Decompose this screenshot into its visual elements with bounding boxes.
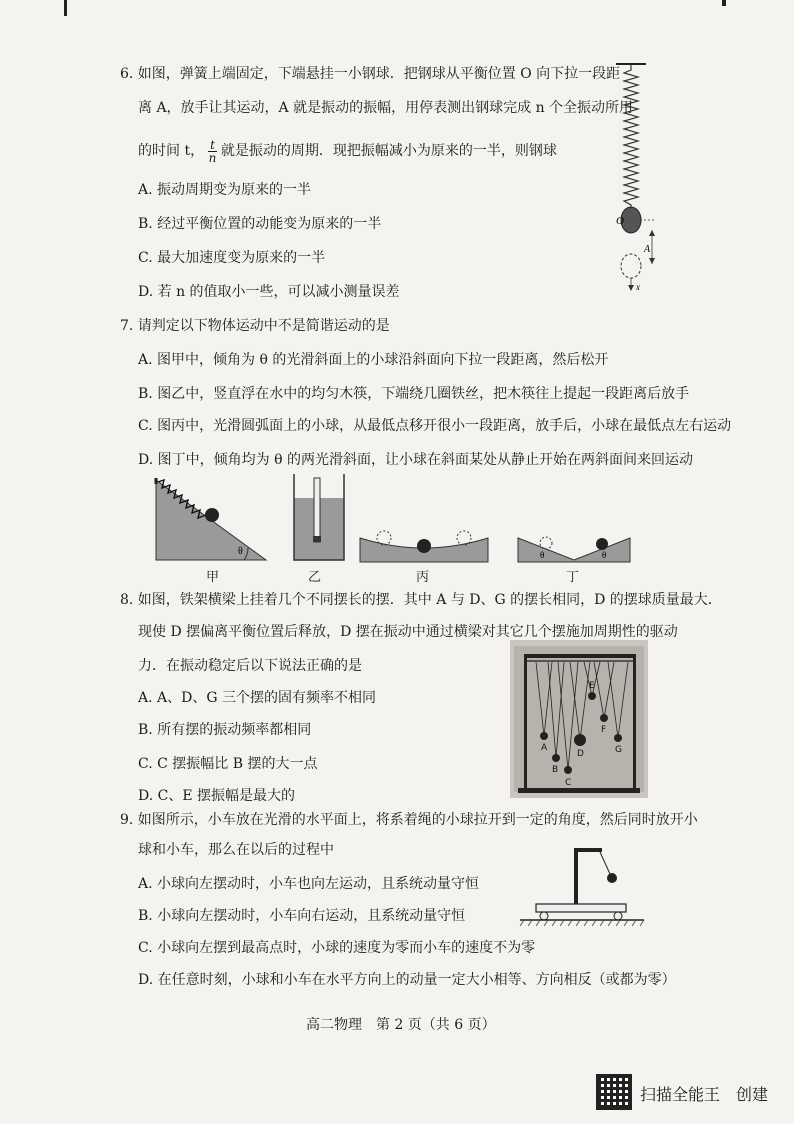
t-over-n-fraction [208, 139, 217, 164]
q6-stem-line3-part1: 的时间 t， [138, 143, 205, 159]
v-ball [596, 538, 608, 550]
q8-option-a: A. A、D、G 三个摆的固有频率不相同 [138, 690, 376, 706]
spring-ball-figure [596, 58, 676, 296]
q9-option-b: B. 小球向左摆动时，小车向右运动，且系统动量守恒 [138, 908, 466, 924]
q9-option-d: D. 在任意时刻，小球和小车在水平方向上的动量一定大小相等、方向相反（或都为零） [138, 972, 676, 988]
label-o: O [616, 215, 624, 227]
label-a: A [644, 244, 651, 255]
svg-text:B: B [552, 765, 559, 775]
q8-option-c: C. C 摆振幅比 B 摆的大一点 [138, 756, 318, 772]
figure-ding-v-incline [516, 524, 632, 564]
qr-code-icon [596, 1074, 632, 1110]
q7-stem: 7. 请判定以下物体运动中不是简谐运动的是 [120, 318, 390, 334]
right-post [633, 654, 636, 790]
caption-yi: 乙 [308, 570, 322, 585]
cart-body [536, 904, 626, 912]
scanner-watermark: 扫描全能王 创建 [640, 1085, 769, 1104]
fraction-denominator: n [208, 150, 217, 165]
spring-coil [624, 64, 638, 208]
q7-option-c: C. 图丙中，光滑圆弧面上的小球，从最低点移开很小一段距离，放手后，小球在最低点左右运动 [138, 418, 732, 434]
svg-text:G: G [615, 745, 622, 755]
q8-option-d: D. C、E 摆振幅是最大的 [138, 788, 296, 804]
q7-option-a: A. 图甲中，倾角为 θ 的光滑斜面上的小球沿斜面向下拉一段距离，然后松开 [138, 352, 609, 368]
figure-bing-arc [358, 524, 490, 564]
cart-wheel-left [540, 912, 548, 920]
left-post [524, 654, 527, 790]
q8-stem-line1: 8. 如图，铁架横梁上挂着几个不同摆长的摆．其中 A 与 D、G 的摆长相同，D 的摆球质量最大． [120, 592, 722, 608]
svg-text:A: A [541, 743, 548, 753]
steel-ball [621, 207, 641, 233]
label-x: x [636, 282, 640, 292]
svg-text:E: E [589, 681, 595, 691]
svg-text:D: D [577, 749, 584, 759]
svg-text:F: F [601, 725, 607, 735]
figure-jia-incline [152, 474, 270, 564]
cart-wheel-right [614, 912, 622, 920]
caption-bing: 丙 [416, 570, 430, 585]
theta-label: θ [238, 546, 243, 557]
q9-stem-line1: 9. 如图所示，小车放在光滑的水平面上，将系着绳的小球拉开到一定的角度，然后同时放开小 [120, 812, 698, 828]
page-footer: 高二物理 第 2 页（共 6 页） [306, 1017, 496, 1033]
q6-option-d: D. 若 n 的值取小一些，可以减小测量误差 [138, 284, 400, 300]
q9-option-a: A. 小球向左摆动时，小车也向左运动，且系统动量守恒 [138, 876, 480, 892]
q6-option-b: B. 经过平衡位置的动能变为原来的一半 [138, 216, 382, 232]
figure-yi-beaker [290, 474, 348, 564]
svg-text:C: C [565, 778, 572, 788]
q8-stem-line3: 力．在振动稳定后以下说法正确的是 [138, 658, 362, 674]
cart-pendulum-figure [518, 840, 648, 928]
incline-ball [205, 508, 219, 522]
q7-option-b: B. 图乙中，竖直浮在水中的均匀木筷，下端绕几圈铁丝，把木筷往上提起一段距离后放手 [138, 386, 690, 402]
iron-wire [313, 536, 321, 542]
q8-option-b: B. 所有摆的振动频率都相同 [138, 722, 312, 738]
q9-option-c: C. 小球向左摆到最高点时，小球的速度为零而小车的速度不为零 [138, 940, 536, 956]
q6-option-a: A. 振动周期变为原来的一半 [138, 182, 312, 198]
fraction-numerator: t [210, 137, 215, 152]
q8-stem-line2: 现使 D 摆偏离平衡位置后释放，D 摆在振动中通过横梁对其它几个摆施加周期性的驱动 [138, 624, 678, 640]
q7-option-d: D. 图丁中，倾角均为 θ 的两光滑斜面，让小球在斜面某处从静止开始在两斜面间来回运动 [138, 452, 693, 468]
displaced-ball-dashed [621, 254, 641, 278]
q9-stem-line2: 球和小车，那么在以后的过程中 [138, 842, 334, 858]
q6-stem-line2: 离 A，放手让其运动，A 就是振动的振幅，用停表测出钢球完成 n 个全振动所用 [138, 100, 634, 116]
q6-stem-line1: 6. 如图，弹簧上端固定，下端悬挂一小钢球．把钢球从平衡位置 O 向下拉一段距 [120, 66, 621, 82]
chopstick [314, 478, 320, 542]
q6-stem-line3-part2: 就是振动的周期．现把振幅减小为原来的一半，则钢球 [220, 143, 557, 159]
scan-edge-mark-left [64, 0, 67, 16]
q6-option-c: C. 最大加速度变为原来的一半 [138, 250, 326, 266]
arc-ball [417, 539, 431, 553]
caption-ding: 丁 [566, 570, 580, 585]
q6-stem-line3 [138, 134, 557, 168]
crossbar [524, 654, 636, 658]
base [518, 788, 640, 793]
ground-hatch [520, 920, 644, 926]
svg-text:θ: θ [540, 550, 545, 560]
pendulum-photo-figure [510, 640, 648, 798]
hanger-beam [574, 848, 602, 852]
svg-text:θ: θ [602, 550, 607, 560]
scan-edge-mark-right [722, 0, 726, 6]
hanging-ball [607, 873, 617, 883]
caption-jia: 甲 [206, 570, 220, 585]
hanger-post [574, 848, 578, 906]
